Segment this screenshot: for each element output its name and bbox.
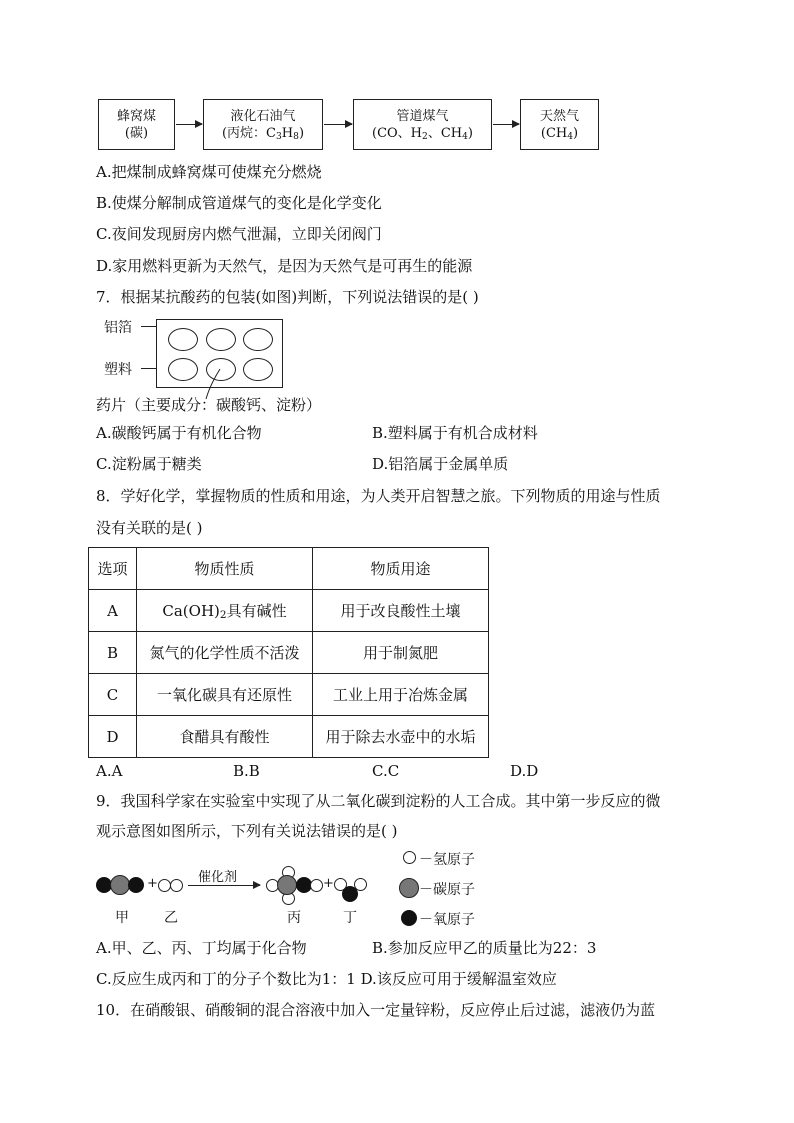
header-cell: 物质用途 [313,548,489,590]
reaction-arrow [188,885,260,886]
legend-hydrogen-label: －氢原子 [419,852,475,868]
flow-box-formula: $(CH_4)$ [540,126,579,142]
q9-option-cd: C.反应生成丙和丁的分子个数比为1：1 D.该反应可用于缓解温室效应 [96,970,557,988]
q6-option-d: D.家用燃料更新为天然气，是因为天然气是可再生的能源 [96,257,473,275]
flow-box-honeycomb-coal [98,99,175,150]
flow-box-title: 管道煤气 [396,109,449,124]
flow-box-natural-gas [520,99,599,150]
legend-carbon-icon [399,878,419,898]
property-cell: $Ca(OH)_2$具有碱性 [137,590,313,632]
use-cell: 工业上用于冶炼金属 [313,674,489,716]
flow-arrow [324,124,352,125]
table-row [89,674,489,716]
option-cell: C [89,674,137,716]
flow-box-formula: (丙烷：$C_3H_8$) [221,126,305,142]
flow-box-pipeline-gas [353,99,492,150]
flow-box-formula: (CO、$H_2$、$CH_4$) [372,126,473,142]
label-aluminum-foil: 铝箔 [104,320,132,336]
q8-stem-line1: 8．学好化学，掌握物质的性质和用途，为人类开启智慧之旅。下列物质的用途与性质 [96,487,661,505]
table-row [89,716,489,758]
q8-answer-d: D.D [510,762,539,780]
q8-answer-b: B.B [233,762,260,780]
table-row [89,632,489,674]
legend-oxygen-icon [401,910,417,926]
flow-box-title: 液化石油气 [230,109,296,124]
q6-option-b: B.使煤分解制成管道煤气的变化是化学变化 [96,194,382,212]
hydrogen-atom [170,879,183,892]
catalyst-label: 催化剂 [198,870,238,885]
q7-option-b: B.塑料属于有机合成材料 [372,424,538,442]
pill-slot [243,328,273,351]
header-cell: 物质性质 [137,548,313,590]
oxygen-atom [128,877,144,893]
q9-stem-line2: 观示意图如图所示，下列有关说法错误的是( ) [96,822,398,840]
pill-slot [168,328,198,351]
label-plastic: 塑料 [104,362,132,378]
label-ding: 丁 [343,910,357,926]
plus-sign: + [147,876,158,891]
use-cell: 用于改良酸性土壤 [313,590,489,632]
flow-box-title: 天然气 [539,109,579,124]
pill-slot [243,358,273,381]
legend-hydrogen-icon [403,851,416,864]
property-cell: 一氧化碳具有还原性 [137,674,313,716]
option-cell: D [89,716,137,758]
carbon-atom [110,875,130,895]
table-row [89,590,489,632]
header-cell: 选项 [89,548,137,590]
q8-answer-c: C.C [372,762,400,780]
property-cell: 氮气的化学性质不活泼 [137,632,313,674]
q7-option-d: D.铝箔属于金属单质 [372,455,509,473]
flow-box-title: 蜂窝煤 [116,109,156,124]
pointer-line [141,326,157,327]
label-pill: 药片（主要成分：碳酸钙、淀粉） [96,396,322,414]
option-cell: A [89,590,137,632]
flow-box-formula: (碳) [124,126,149,141]
oxygen-atom [342,886,358,902]
q8-table [88,547,489,758]
use-cell: 用于除去水壶中的水垢 [313,716,489,758]
option-cell: B [89,632,137,674]
use-cell: 用于制氮肥 [313,632,489,674]
table-header-row [89,548,489,590]
legend-carbon-label: －碳原子 [419,882,475,898]
q8-answer-a: A.A [96,762,123,780]
plus-sign: + [323,876,334,891]
q7-stem: 7．根据某抗酸药的包装(如图)判断，下列说法错误的是( ) [96,288,479,306]
pointer-line [141,368,157,369]
carbon-atom [277,875,297,895]
label-bing: 丙 [287,910,301,926]
flow-box-lpg [203,99,323,150]
q6-option-a: A.把煤制成蜂窝煤可使煤充分燃烧 [96,163,322,181]
q7-option-a: A.碳酸钙属于有机化合物 [96,424,262,442]
hydrogen-atom [310,879,323,892]
label-yi: 乙 [164,910,178,926]
flow-arrow [176,124,202,125]
label-jia: 甲 [115,910,129,926]
q10-stem-line1: 10．在硝酸银、硝酸铜的混合溶液中加入一定量锌粉，反应停止后过滤，滤液仍为蓝 [96,1001,656,1019]
q9-option-a: A.甲、乙、丙、丁均属于化合物 [96,939,307,957]
q9-stem-line1: 9．我国科学家在实验室中实现了从二氧化碳到淀粉的人工合成。其中第一步反应的微 [96,792,661,810]
property-cell: 食醋具有酸性 [137,716,313,758]
pill-slot [168,358,198,381]
q7-option-c: C.淀粉属于糖类 [96,455,202,473]
flow-arrow [493,124,519,125]
q6-option-c: C.夜间发现厨房内燃气泄漏，立即关闭阀门 [96,225,382,243]
legend-oxygen-label: －氧原子 [419,912,475,928]
q8-stem-line2: 没有关联的是( ) [96,519,203,537]
pill-slot [206,328,236,351]
q9-option-b: B.参加反应甲乙的质量比为22：3 [372,939,597,957]
